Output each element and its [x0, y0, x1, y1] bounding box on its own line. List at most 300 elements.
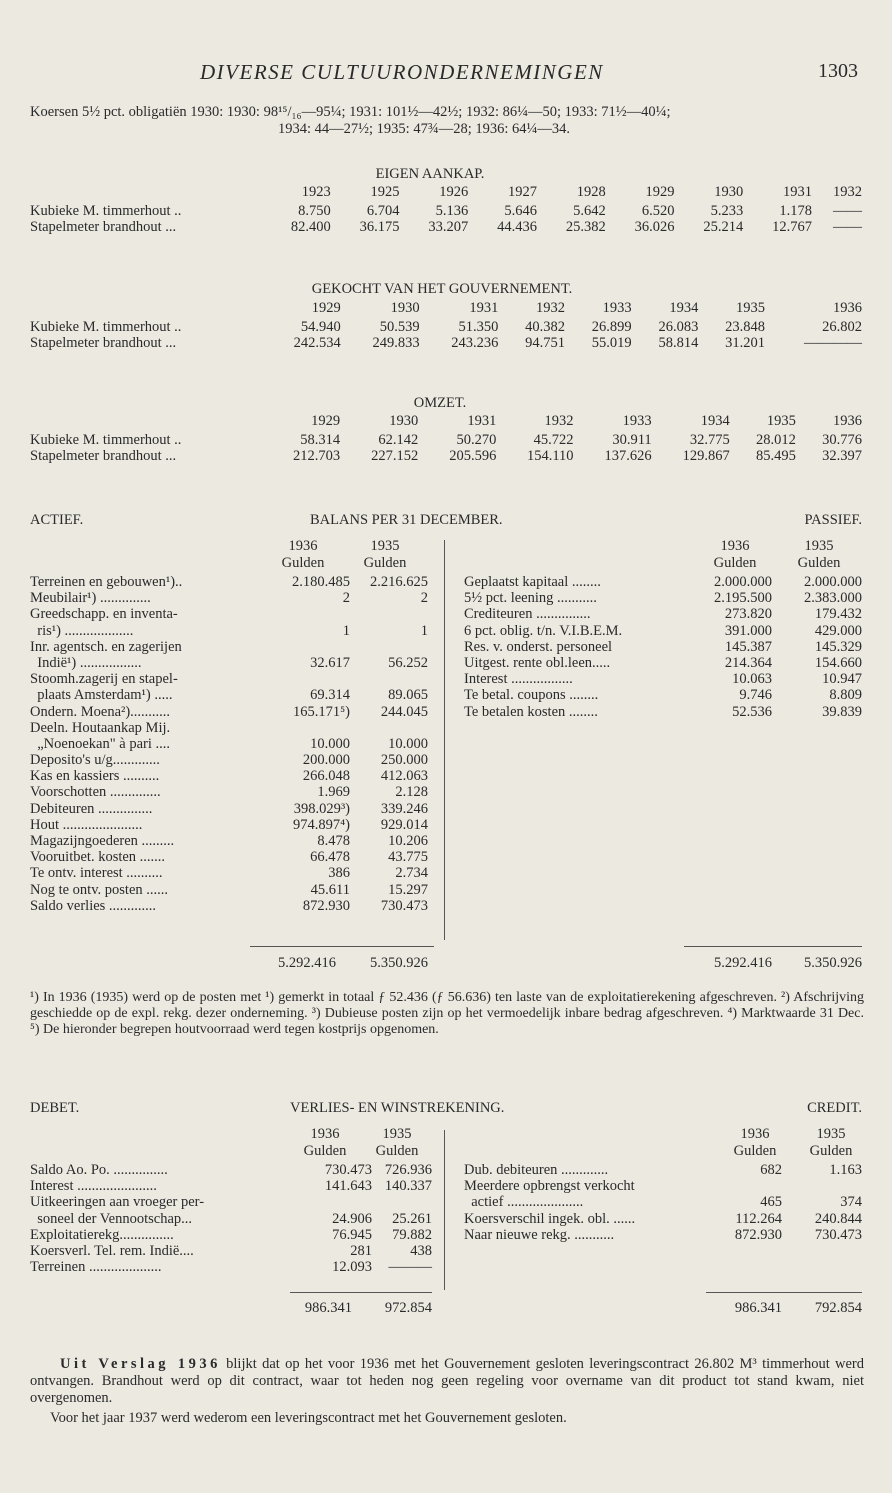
eigen_aankap-year: 1929 [645, 184, 675, 200]
item-value-1936: 2 [342, 590, 350, 607]
item-value-1936: 2.195.500 [714, 590, 772, 607]
item-label: Saldo Ao. Po. ............... [30, 1162, 168, 1178]
item-value-1935: 10.947 [822, 671, 862, 688]
table-cell: 1.178 [779, 202, 812, 219]
item-value-1935: 250.000 [380, 752, 428, 769]
item-value-1935: 2.383.000 [804, 590, 862, 607]
table-cell: 23.848 [725, 318, 765, 335]
table-cell: 129.867 [682, 448, 730, 464]
debet-list [30, 1162, 440, 1275]
gekocht-table [30, 300, 862, 352]
vw-debet-year-1936: 1936 [310, 1126, 340, 1142]
row-label: Kubieke M. timmerhout .. [30, 431, 182, 448]
table-cell: 5.233 [710, 202, 744, 219]
eigen_aankap-year: 1925 [370, 184, 400, 200]
item-label: Uitgest. rente obl.leen..... [464, 654, 611, 671]
item-value-1936: 69.314 [310, 687, 350, 704]
item-value-1935: 2.734 [395, 865, 428, 882]
item-label: Deposito's u/g............. [30, 752, 160, 769]
item-value-1935: 145.329 [814, 638, 862, 655]
eigen_aankap-year: 1926 [439, 184, 469, 200]
list-item [30, 833, 440, 849]
item-label: Greedschapp. en inventa- [30, 606, 178, 623]
table-cell: 45.722 [533, 431, 574, 448]
item-value-1936: 730.473 [324, 1162, 372, 1178]
item-value-1936: 32.617 [310, 654, 350, 671]
gekocht-title: GEKOCHT VAN HET GOUVERNEMENT. [311, 281, 573, 297]
item-value-1935: 412.063 [380, 768, 428, 785]
item-value-1935: 140.337 [384, 1178, 432, 1195]
verslag-paragraph-2: Voor het jaar 1937 werd wederom een leveringscontract met het Gouvernement gesloten. [50, 1410, 567, 1426]
list-item [464, 1194, 862, 1210]
table-cell: 62.142 [378, 431, 419, 448]
list-item [30, 736, 440, 752]
balans-right-head: PASSIEF. [804, 512, 862, 528]
table-cell: —— [833, 219, 862, 235]
table-cell: 5.642 [573, 202, 606, 219]
table-cell: 26.899 [591, 318, 632, 335]
balans-actief-unit-1: Gulden [281, 555, 325, 571]
actief-total-1936: 5.292.416 [278, 955, 336, 971]
list-item [30, 1227, 440, 1243]
page-header [0, 60, 892, 86]
item-label: Exploitatierekg............... [30, 1226, 174, 1243]
list-item [30, 655, 440, 671]
item-label: soneel der Vennootschap... [30, 1210, 193, 1227]
balans-passief-year-1935: 1935 [804, 538, 834, 554]
item-label: Crediteuren ............... [464, 606, 591, 623]
list-item [30, 784, 440, 800]
balans-passief-year-1936: 1936 [720, 538, 750, 554]
table-cell: 243.236 [451, 335, 499, 351]
eigen_aankap-year: 1932 [833, 184, 862, 200]
vw-credit-unit-1: Gulden [733, 1143, 777, 1159]
table-cell: 227.152 [371, 448, 419, 464]
eigen_aankap-year: 1928 [576, 184, 606, 200]
eigen-aankap-table [30, 184, 862, 236]
credit-list [464, 1162, 862, 1243]
list-item [30, 1194, 440, 1210]
list-item [464, 1162, 862, 1178]
item-label: Nog te ontv. posten ...... [30, 881, 169, 898]
table-cell: 51.350 [458, 318, 499, 335]
table-cell: 205.596 [449, 448, 497, 464]
item-value-1936: 872.930 [734, 1226, 782, 1243]
item-value-1936: 24.906 [332, 1210, 372, 1227]
item-value-1936: 273.820 [724, 606, 772, 623]
eigen-aankap-title: EIGEN AANKAP. [375, 166, 485, 182]
eigen_aankap-year-row [30, 184, 862, 203]
item-value-1935: ——— [388, 1259, 432, 1276]
item-label: Te ontv. interest .......... [30, 865, 163, 882]
table-cell: 85.495 [755, 448, 796, 464]
table-row [30, 319, 862, 336]
table-row [30, 432, 862, 449]
table-cell: 26.083 [658, 318, 699, 335]
item-value-1936: 1 [342, 622, 350, 639]
list-item [464, 1211, 862, 1227]
gekocht-year: 1933 [602, 300, 632, 316]
list-item [30, 606, 440, 622]
list-item [30, 817, 440, 833]
credit-total-1936: 986.341 [734, 1300, 782, 1316]
list-item [30, 590, 440, 606]
passief-total-1936: 5.292.416 [714, 955, 772, 971]
table-cell: 6.704 [366, 202, 400, 219]
list-item [464, 655, 862, 671]
gekocht-year: 1935 [735, 300, 765, 316]
table-cell: 32.397 [822, 448, 862, 464]
item-label: Koersverschil ingek. obl. ...... [464, 1210, 636, 1227]
list-item [464, 623, 862, 639]
list-item [30, 639, 440, 655]
item-label: Meerdere opbrengst verkocht [464, 1178, 635, 1195]
balans-actief-year-1936: 1936 [288, 538, 318, 554]
omzet-title: OMZET. [413, 395, 467, 411]
list-item [30, 898, 440, 914]
verslag-lead: Uit Verslag 1936 [60, 1356, 221, 1372]
item-value-1935: 929.014 [380, 816, 428, 833]
vw-debet-year-1935: 1935 [382, 1126, 412, 1142]
item-label: Te betalen kosten ........ [464, 703, 598, 720]
item-value-1936: 52.536 [732, 703, 772, 720]
table-cell: 44.436 [497, 219, 537, 235]
vw-debet-unit-1: Gulden [303, 1143, 347, 1159]
list-item [464, 1227, 862, 1243]
list-item [464, 639, 862, 655]
item-value-1936: 386 [328, 865, 350, 882]
omzet-year: 1933 [622, 413, 652, 429]
row-label: Stapelmeter brandhout ... [30, 448, 177, 464]
passief-total-rule [684, 946, 862, 947]
debet-total-1936: 986.341 [304, 1300, 352, 1316]
vw-debet-unit-2: Gulden [375, 1143, 419, 1159]
item-value-1936: 165.171⁵) [292, 703, 350, 720]
item-value-1936: 76.945 [332, 1226, 372, 1243]
list-item [30, 623, 440, 639]
credit-total-rule [706, 1292, 862, 1293]
balans-actief-unit-2: Gulden [363, 555, 407, 571]
item-label: Dub. debiteuren ............. [464, 1162, 609, 1178]
list-item [464, 704, 862, 720]
table-cell: 137.626 [604, 448, 652, 464]
table-cell: 58.814 [658, 335, 699, 351]
item-label: Geplaatst kapitaal ........ [464, 574, 601, 590]
list-item [30, 865, 440, 881]
passief-list [464, 574, 862, 720]
item-value-1936: 391.000 [724, 622, 772, 639]
vw-title: VERLIES- EN WINSTREKENING. [290, 1100, 505, 1116]
balans-passief-unit-2: Gulden [797, 555, 841, 571]
table-cell: 30.911 [612, 431, 652, 448]
item-value-1936: 2.180.485 [292, 574, 350, 590]
item-value-1936: 266.048 [302, 768, 350, 785]
table-cell: 55.019 [591, 335, 632, 351]
list-item [30, 574, 440, 590]
balans-divider [444, 540, 445, 940]
passief-total-1935: 5.350.926 [804, 955, 862, 971]
table-cell: 154.110 [526, 448, 574, 464]
item-value-1936: 141.643 [324, 1178, 372, 1195]
item-value-1936: 8.478 [317, 833, 350, 849]
omzet-year: 1931 [467, 413, 497, 429]
item-value-1935: 339.246 [380, 800, 428, 817]
debet-total-1935: 972.854 [384, 1300, 432, 1316]
balans-title: BALANS PER 31 DECEMBER. [310, 512, 503, 528]
item-value-1936: 200.000 [302, 752, 350, 769]
item-value-1935: 25.261 [392, 1210, 432, 1227]
eigen_aankap-year: 1923 [301, 184, 331, 200]
year-row-spacer [30, 184, 262, 203]
table-cell: 212.703 [292, 448, 341, 464]
balans-footnotes: ¹) In 1936 (1935) werd op de posten met ¹) gemerkt in totaal ƒ 52.436 (ƒ 56.636) ten laste van de exploitatierekening afgeschreven. ²) Afschrijving geschiedde op de expl. rekg. dezer onderneming. ³) Dubieuse posten zijn op het vermoedelijk inbare bedrag afgeschreven. ⁴) Marktwaarde 31 Dec. ⁵) De hieronder begrepen houtvoorraad werd tegen kostprijs opgenomen. [30, 990, 864, 1037]
page-number: 1303 [818, 60, 858, 82]
row-label: Kubieke M. timmerhout .. [30, 318, 182, 335]
table-cell: 31.201 [725, 335, 765, 351]
table-cell: 5.136 [435, 202, 469, 219]
vw-left-head: DEBET. [30, 1100, 80, 1116]
table-cell: 30.776 [822, 431, 862, 448]
gekocht-year: 1929 [311, 300, 341, 316]
item-value-1936: 2.000.000 [714, 574, 772, 590]
omzet-year: 1929 [311, 413, 341, 429]
list-item [30, 1243, 440, 1259]
debet-total-rule [290, 1292, 432, 1293]
item-value-1936: 145.387 [724, 638, 772, 655]
item-value-1935: 429.000 [814, 622, 862, 639]
credit-total-1935: 792.854 [814, 1300, 862, 1316]
item-value-1936: 112.264 [735, 1210, 782, 1227]
list-item [464, 1178, 862, 1194]
table-cell: 5.646 [504, 202, 537, 219]
table-cell: 50.270 [456, 431, 497, 448]
list-item [464, 687, 862, 703]
list-item [30, 704, 440, 720]
item-value-1935: 15.297 [388, 881, 428, 898]
omzet-year-row [30, 413, 862, 432]
item-label: Inr. agentsch. en zagerijen [30, 638, 182, 655]
item-label: Debiteuren ............... [30, 800, 153, 817]
list-item [464, 574, 862, 590]
item-label: plaats Amsterdam¹) ..... [30, 687, 173, 704]
gekocht-year: 1931 [469, 300, 499, 316]
table-cell: 50.539 [379, 318, 420, 335]
item-value-1935: 240.844 [814, 1210, 862, 1227]
list-item [30, 768, 440, 784]
list-item [30, 720, 440, 736]
item-value-1935: 730.473 [814, 1226, 862, 1243]
item-value-1935: 244.045 [380, 703, 428, 720]
gekocht-year: 1936 [833, 300, 862, 316]
item-value-1935: 726.936 [384, 1162, 432, 1178]
item-label: „Noenoekan" à pari .... [30, 735, 170, 752]
actief-total-1935: 5.350.926 [370, 955, 428, 971]
item-value-1935: 2 [420, 590, 428, 607]
item-label: Kas en kassiers .......... [30, 768, 160, 785]
gekocht-year: 1930 [390, 300, 420, 316]
item-label: Uitkeeringen aan vroeger per- [30, 1194, 205, 1211]
gekocht-year-row [30, 300, 862, 319]
item-value-1936: 10.000 [310, 735, 350, 752]
item-label: actief ..................... [464, 1194, 584, 1211]
table-cell: 28.012 [755, 431, 796, 448]
omzet-year: 1934 [700, 413, 730, 429]
item-value-1936: 465 [760, 1194, 782, 1211]
list-item [30, 687, 440, 703]
item-value-1935: 10.000 [388, 735, 428, 752]
table-cell: 33.207 [428, 219, 469, 235]
table-cell: ———— [804, 335, 862, 351]
item-label: 5½ pct. leening ........... [464, 590, 597, 607]
table-cell: 94.751 [525, 335, 565, 351]
gekocht-year: 1934 [669, 300, 699, 316]
item-value-1935: 2.128 [395, 784, 428, 801]
item-value-1936: 872.930 [302, 897, 350, 914]
item-value-1936: 66.478 [310, 849, 350, 866]
item-label: Terreinen en gebouwen¹).. [30, 574, 183, 590]
verslag-text: blijkt dat op het voor 1936 met het Gouvernement gesloten leveringscontract 26.802 M³ timmerhout werd ontvangen. Brandhout werd op dit contract, waar tot heden nog geen regeling voor overname van dit product tot stand kwam, niet overgenomen. [30, 1356, 865, 1406]
actief-total-rule [250, 946, 434, 947]
table-cell: 242.534 [293, 335, 341, 351]
table-cell: 36.026 [634, 219, 675, 235]
eigen_aankap-year: 1930 [714, 184, 744, 200]
row-label: Stapelmeter brandhout ... [30, 219, 177, 235]
item-value-1935: 56.252 [388, 654, 428, 671]
item-label: Ondern. Moena²)........... [30, 703, 171, 720]
item-value-1936: 974.897⁴) [292, 816, 350, 833]
table-cell: 82.400 [290, 219, 331, 235]
item-value-1936: 10.063 [732, 671, 772, 688]
table-cell: 58.314 [300, 431, 341, 448]
item-value-1936: 281 [350, 1242, 372, 1259]
eigen_aankap-year: 1927 [508, 184, 537, 200]
table-cell: —— [833, 202, 862, 219]
item-value-1935: 39.839 [822, 703, 862, 720]
list-item [30, 671, 440, 687]
omzet-table [30, 413, 862, 465]
item-value-1935: 374 [840, 1194, 862, 1211]
item-value-1935: 79.882 [392, 1226, 432, 1243]
item-label: Meubilair¹) .............. [30, 590, 151, 607]
item-value-1936: 45.611 [310, 881, 350, 898]
verslag-paragraph [30, 1356, 864, 1407]
vw-divider [444, 1130, 445, 1290]
item-value-1936: 214.364 [724, 654, 772, 671]
omzet-year: 1936 [833, 413, 862, 429]
item-label: Stoomh.zagerij en stapel- [30, 671, 178, 688]
list-item [30, 1259, 440, 1275]
omzet-year: 1930 [389, 413, 419, 429]
table-row [30, 219, 862, 236]
table-cell: 54.940 [300, 318, 341, 335]
vw-credit-year-1935: 1935 [816, 1126, 846, 1142]
list-item [30, 801, 440, 817]
item-value-1936: 9.746 [739, 687, 772, 704]
item-value-1935: 730.473 [380, 897, 428, 914]
list-item [30, 882, 440, 898]
item-value-1935: 2.216.625 [370, 574, 428, 590]
koersen-line-2: 1934: 44—27½; 1935: 47¾—28; 1936: 64¼—34. [278, 121, 571, 137]
item-label: Indië¹) ................. [30, 654, 142, 671]
item-value-1935: 2.000.000 [804, 574, 862, 590]
row-label: Stapelmeter brandhout ... [30, 335, 177, 351]
list-item [30, 1211, 440, 1227]
list-item [30, 752, 440, 768]
table-cell: 25.382 [565, 219, 606, 235]
item-label: Naar nieuwe rekg. ........... [464, 1226, 615, 1243]
eigen_aankap-year: 1931 [783, 184, 812, 200]
table-cell: 26.802 [822, 318, 862, 335]
table-cell: 40.382 [525, 318, 565, 335]
koersen-line-1: Koersen 5½ pct. obligatiën 1930: 1930: 98¹⁵/₁₆—95¼; 1931: 101½—42½; 1932: 86¼—50; 1933: 71½—40¼; [30, 104, 671, 120]
gekocht-year: 1932 [536, 300, 565, 316]
item-label: Hout ...................... [30, 816, 143, 833]
table-row [30, 335, 862, 352]
table-cell: 249.833 [372, 335, 420, 351]
item-label: Terreinen .................... [30, 1259, 162, 1276]
omzet-year: 1932 [544, 413, 574, 429]
balans-actief-year-1935: 1935 [370, 538, 400, 554]
item-value-1935: 1 [420, 622, 428, 639]
list-item [30, 1178, 440, 1194]
running-title: DIVERSE CULTUURONDERNEMINGEN [200, 60, 604, 84]
list-item [30, 849, 440, 865]
list-item [464, 606, 862, 622]
item-label: Interest ................. [464, 671, 573, 688]
item-value-1936: 1.969 [317, 784, 350, 801]
item-value-1935: 89.065 [388, 687, 428, 704]
table-cell: 32.775 [689, 431, 730, 448]
table-row [30, 203, 862, 220]
table-cell: 6.520 [641, 202, 675, 219]
item-label: 6 pct. oblig. t/n. V.I.B.E.M. [464, 622, 623, 639]
item-label: Res. v. onderst. personeel [464, 638, 613, 655]
item-value-1935: 10.206 [388, 833, 428, 849]
table-cell: 36.175 [359, 219, 400, 235]
year-row-spacer [30, 300, 262, 319]
table-cell: 12.767 [772, 219, 812, 235]
year-row-spacer [30, 413, 262, 432]
item-value-1935: 154.660 [814, 654, 862, 671]
item-value-1935: 179.432 [814, 606, 862, 623]
item-label: Deeln. Houtaankap Mij. [30, 719, 171, 736]
item-label: Koersverl. Tel. rem. Indië.... [30, 1242, 194, 1259]
vw-right-head: CREDIT. [807, 1100, 862, 1116]
table-row [30, 448, 862, 465]
item-label: Magazijngoederen ......... [30, 833, 175, 849]
item-value-1935: 8.809 [829, 687, 862, 704]
actief-list [30, 574, 440, 914]
omzet-year: 1935 [766, 413, 796, 429]
item-value-1935: 43.775 [388, 849, 428, 866]
list-item [30, 1162, 440, 1178]
item-label: Interest ...................... [30, 1178, 157, 1195]
table-cell: 25.214 [703, 219, 744, 235]
item-value-1935: 438 [410, 1242, 432, 1259]
item-label: Vooruitbet. kosten ....... [30, 849, 166, 866]
item-value-1936: 398.029³) [293, 800, 350, 817]
item-value-1936: 682 [760, 1162, 782, 1178]
item-value-1936: 12.093 [332, 1259, 372, 1276]
list-item [464, 590, 862, 606]
item-label: Voorschotten .............. [30, 784, 161, 801]
table-cell: 8.750 [298, 202, 331, 219]
balans-passief-unit-1: Gulden [713, 555, 757, 571]
vw-credit-year-1936: 1936 [740, 1126, 770, 1142]
item-label: Saldo verlies ............. [30, 897, 157, 914]
balans-left-head: ACTIEF. [30, 512, 84, 528]
item-label: Te betal. coupons ........ [464, 687, 599, 704]
